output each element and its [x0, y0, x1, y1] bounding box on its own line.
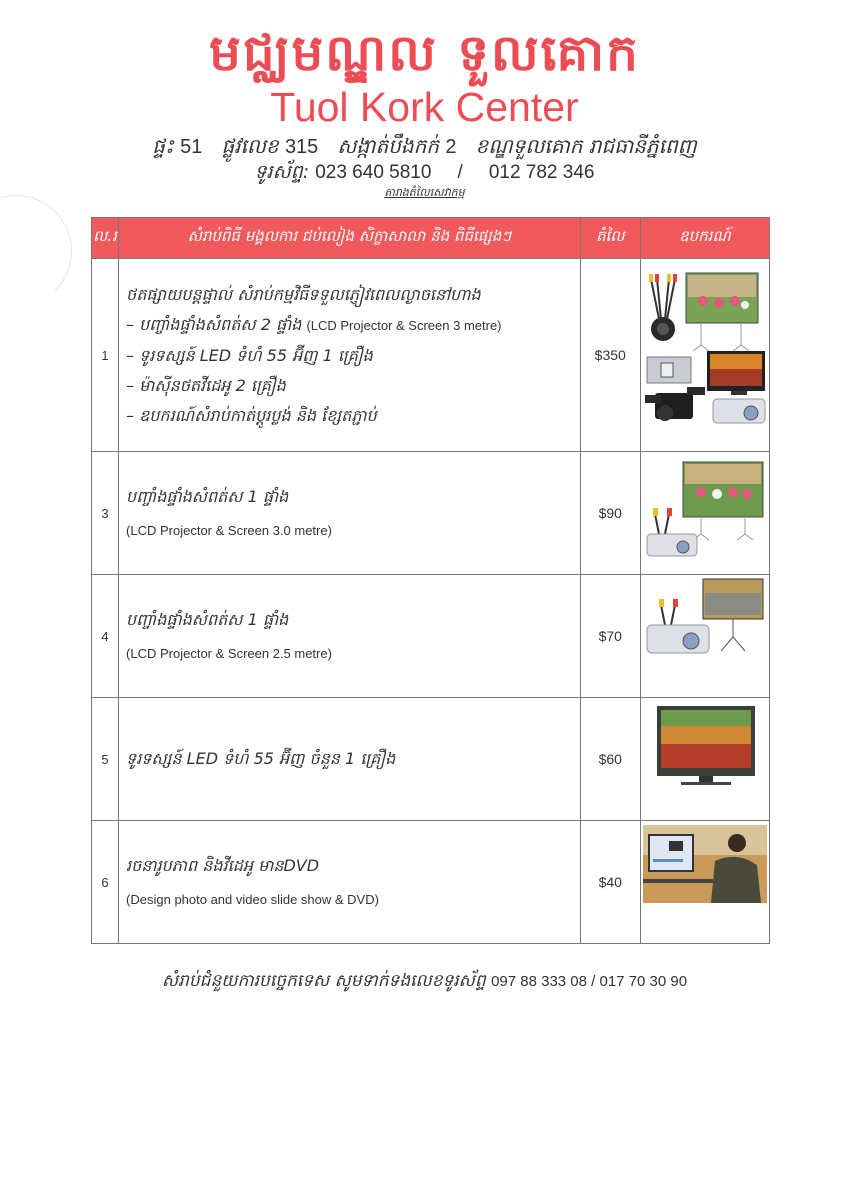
phone-label: ទូរស័ព្ទ: — [254, 161, 310, 183]
description-line-english: (Design photo and video slide show & DVD) — [126, 892, 379, 907]
address-street-no: 315 — [284, 136, 319, 158]
phone-number-1: 023 640 5810 — [315, 162, 432, 183]
phone-separator: / — [457, 162, 463, 183]
projector-icon — [713, 399, 765, 423]
center-title-english: Tuol Kork Center — [270, 84, 579, 130]
description-line-khmer: – បញ្ចាំងផ្ទាំងសំពត់ស 2 ផ្ទាំង — [126, 314, 302, 334]
support-text-khmer: សំរាប់ជំនួយការបច្ចេកទេស សូមទាក់ទងលេខទូរស័ព្ទ — [161, 971, 486, 991]
scan-artifact — [0, 195, 72, 307]
video-camera-icon — [645, 387, 705, 421]
row-description — [119, 452, 581, 575]
description-line-khmer: រចនារូបភាព និងវីដេអូ មានDVD — [126, 856, 320, 875]
row-price: $40 — [580, 821, 640, 944]
address-khan-city: ខណ្ឌទួលគោក រាជធានីភ្នំពេញ — [475, 134, 697, 158]
row-price: $90 — [580, 452, 640, 575]
equipment-photo-collage — [641, 259, 770, 447]
equipment-photo-collage — [641, 698, 770, 816]
video-switcher-icon — [647, 357, 691, 383]
row-price: $70 — [580, 575, 640, 698]
av-cable-icon — [649, 274, 677, 341]
row-description — [119, 259, 581, 452]
table-row — [92, 821, 770, 944]
table-header-row — [92, 218, 770, 259]
column-header-description: សំរាប់ពិធី មង្គលការ ជប់លៀង សិក្ខាសាលា និង ពិធីផ្សេងៗ — [119, 218, 581, 259]
address-house-prefix: ផ្ទះ — [152, 134, 174, 158]
row-equipment — [640, 452, 769, 575]
row-equipment — [640, 575, 769, 698]
description-line-english: (LCD Projector & Screen 3.0 metre) — [126, 523, 332, 538]
description-line-english: (LCD Projector & Screen 2.5 metre) — [126, 646, 332, 661]
led-tv-icon — [657, 706, 755, 785]
video-editing-workstation-icon — [643, 825, 767, 903]
service-price-table — [91, 217, 770, 944]
projector-screen-icon — [683, 462, 763, 540]
row-number: 5 — [92, 698, 119, 821]
support-phone-numbers: 097 88 333 08 / 017 70 30 90 — [491, 973, 688, 990]
description-line-khmer: – ម៉ាស៊ីនថតវីដេអូ 2 គ្រឿង — [126, 375, 286, 395]
projector-icon — [647, 534, 697, 556]
column-header-price: តំលៃ — [580, 218, 640, 259]
table-row — [92, 259, 770, 452]
led-tv-icon — [707, 351, 765, 395]
row-description — [119, 575, 581, 698]
description-line-khmer: – ឧបករណ៍សំរាប់កាត់ប្តូរប្លង់ និង ខ្សែតភ្ជាប់ — [126, 405, 377, 425]
phone-line — [0, 158, 849, 187]
row-number: 6 — [92, 821, 119, 944]
address-line — [0, 132, 849, 161]
column-header-no: ល.រ — [92, 218, 119, 259]
column-header-equipment: ឧបករណ៍ — [640, 218, 769, 259]
description-line — [126, 401, 580, 431]
projector-screen-icon — [703, 579, 763, 651]
address-street-label: ផ្លូវលេខ — [221, 134, 279, 158]
equipment-photo-collage — [641, 821, 770, 939]
row-number: 1 — [92, 259, 119, 452]
row-equipment — [640, 698, 769, 821]
table-row — [92, 698, 770, 821]
description-line-english: (LCD Projector & Screen 3 metre) — [306, 317, 502, 333]
address-sangkat-no: 2 — [445, 136, 457, 158]
av-cable-icon — [653, 508, 672, 534]
description-line — [126, 371, 580, 401]
projector-icon — [647, 625, 709, 653]
av-cable-icon — [659, 599, 678, 625]
description-line — [126, 310, 580, 341]
row-description — [119, 698, 581, 821]
equipment-photo-collage — [641, 575, 770, 693]
description-line-khmer: ទូរទស្សន៍ LED ទំហំ 55 អ៊ីញ ចំនួន 1 គ្រឿង — [126, 749, 396, 768]
row-description — [119, 821, 581, 944]
description-line-khmer: – ទូរទស្សន៍ LED ទំហំ 55 អ៊ីញ 1 គ្រឿង — [126, 345, 373, 365]
address-house-no: 51 — [180, 136, 203, 158]
table-row — [92, 452, 770, 575]
row-price: $350 — [580, 259, 640, 452]
center-title-khmer: មជ្ឈមណ្ឌល ទួលគោក — [209, 24, 640, 82]
row-equipment — [640, 821, 769, 944]
price-list-subtitle: តារាងតំលៃសេវាកម្ម — [384, 186, 465, 199]
row-price: $60 — [580, 698, 640, 821]
description-line — [126, 341, 580, 371]
row-number: 3 — [92, 452, 119, 575]
table-row — [92, 575, 770, 698]
row-equipment — [640, 259, 769, 452]
description-line-khmer: ថតផ្សាយបន្តផ្ទាល់ សំរាប់កម្មវិធីទទួលភ្ញៀវពេលល្ងាចនៅហាង — [126, 284, 481, 304]
projector-screen-icon — [686, 273, 758, 351]
description-line-khmer: បញ្ចាំងផ្ទាំងសំពត់ស 1 ផ្ទាំង — [126, 487, 289, 506]
technical-support-note — [0, 970, 849, 995]
row-number: 4 — [92, 575, 119, 698]
phone-number-2: 012 782 346 — [488, 162, 595, 183]
equipment-photo-collage — [641, 452, 770, 570]
address-sangkat: សង្កាត់បឹងកក់ — [337, 134, 439, 158]
description-line — [126, 280, 580, 310]
description-line-khmer: បញ្ចាំងផ្ទាំងសំពត់ស 1 ផ្ទាំង — [126, 610, 289, 629]
